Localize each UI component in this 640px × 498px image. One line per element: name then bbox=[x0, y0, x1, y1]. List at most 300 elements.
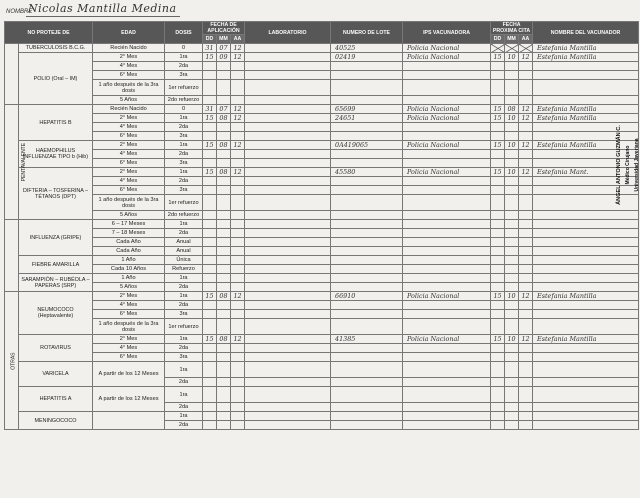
next-year[interactable] bbox=[519, 265, 533, 274]
vaccinator-cell[interactable]: Estefania Mantilla bbox=[533, 53, 639, 62]
applied-day[interactable] bbox=[203, 319, 217, 335]
laboratory-cell[interactable] bbox=[245, 150, 331, 159]
applied-year[interactable] bbox=[231, 186, 245, 195]
next-month[interactable] bbox=[505, 344, 519, 353]
next-year[interactable] bbox=[519, 80, 533, 96]
next-year[interactable] bbox=[519, 353, 533, 362]
next-year[interactable] bbox=[519, 150, 533, 159]
next-month[interactable] bbox=[505, 71, 519, 80]
applied-year[interactable]: 12 bbox=[231, 141, 245, 150]
applied-day[interactable]: 31 bbox=[203, 44, 217, 53]
laboratory-cell[interactable] bbox=[245, 412, 331, 421]
ips-cell[interactable] bbox=[403, 159, 491, 168]
vaccinator-cell[interactable] bbox=[533, 274, 639, 283]
ips-cell[interactable]: Policia Nacional bbox=[403, 292, 491, 301]
applied-month[interactable] bbox=[217, 421, 231, 430]
vaccinator-cell[interactable]: Estefania Mantilla bbox=[533, 114, 639, 123]
next-year[interactable] bbox=[519, 387, 533, 403]
applied-month[interactable] bbox=[217, 150, 231, 159]
vaccinator-cell[interactable] bbox=[533, 247, 639, 256]
applied-month[interactable] bbox=[217, 96, 231, 105]
applied-year[interactable] bbox=[231, 96, 245, 105]
next-month[interactable]: 10 bbox=[505, 114, 519, 123]
laboratory-cell[interactable] bbox=[245, 421, 331, 430]
applied-year[interactable] bbox=[231, 353, 245, 362]
applied-year[interactable] bbox=[231, 387, 245, 403]
applied-month[interactable] bbox=[217, 220, 231, 229]
applied-day[interactable] bbox=[203, 344, 217, 353]
next-day[interactable] bbox=[491, 71, 505, 80]
ips-cell[interactable] bbox=[403, 62, 491, 71]
next-year[interactable]: 12 bbox=[519, 292, 533, 301]
applied-day[interactable] bbox=[203, 301, 217, 310]
lot-number-cell[interactable]: 41385 bbox=[331, 335, 403, 344]
applied-month[interactable]: 08 bbox=[217, 292, 231, 301]
laboratory-cell[interactable] bbox=[245, 80, 331, 96]
ips-cell[interactable] bbox=[403, 362, 491, 378]
next-year[interactable] bbox=[519, 220, 533, 229]
vaccinator-cell[interactable] bbox=[533, 421, 639, 430]
next-day[interactable] bbox=[491, 247, 505, 256]
applied-month[interactable] bbox=[217, 177, 231, 186]
next-month[interactable]: 10 bbox=[505, 335, 519, 344]
lot-number-cell[interactable]: 65699 bbox=[331, 105, 403, 114]
next-month[interactable] bbox=[505, 80, 519, 96]
applied-month[interactable] bbox=[217, 344, 231, 353]
applied-year[interactable] bbox=[231, 150, 245, 159]
vaccinator-cell[interactable] bbox=[533, 62, 639, 71]
next-month[interactable] bbox=[505, 186, 519, 195]
ips-cell[interactable] bbox=[403, 150, 491, 159]
next-day[interactable] bbox=[491, 238, 505, 247]
applied-month[interactable] bbox=[217, 310, 231, 319]
ips-cell[interactable] bbox=[403, 71, 491, 80]
applied-year[interactable] bbox=[231, 123, 245, 132]
next-day[interactable] bbox=[491, 319, 505, 335]
next-month[interactable] bbox=[505, 378, 519, 387]
applied-day[interactable] bbox=[203, 310, 217, 319]
applied-year[interactable] bbox=[231, 378, 245, 387]
laboratory-cell[interactable] bbox=[245, 378, 331, 387]
applied-year[interactable] bbox=[231, 310, 245, 319]
applied-year[interactable] bbox=[231, 283, 245, 292]
laboratory-cell[interactable] bbox=[245, 141, 331, 150]
lot-number-cell[interactable] bbox=[331, 319, 403, 335]
applied-month[interactable] bbox=[217, 403, 231, 412]
laboratory-cell[interactable] bbox=[245, 71, 331, 80]
applied-day[interactable] bbox=[203, 421, 217, 430]
next-year[interactable]: 12 bbox=[519, 114, 533, 123]
laboratory-cell[interactable] bbox=[245, 220, 331, 229]
next-day[interactable]: 15 bbox=[491, 292, 505, 301]
applied-year[interactable]: 12 bbox=[231, 292, 245, 301]
next-day[interactable] bbox=[491, 378, 505, 387]
next-day[interactable] bbox=[491, 211, 505, 220]
lot-number-cell[interactable] bbox=[331, 403, 403, 412]
applied-month[interactable] bbox=[217, 80, 231, 96]
ips-cell[interactable] bbox=[403, 80, 491, 96]
lot-number-cell[interactable] bbox=[331, 256, 403, 265]
applied-day[interactable] bbox=[203, 238, 217, 247]
applied-day[interactable] bbox=[203, 353, 217, 362]
vaccinator-cell[interactable]: Estefania Mantilla bbox=[533, 44, 639, 53]
applied-year[interactable]: 12 bbox=[231, 53, 245, 62]
next-year[interactable] bbox=[519, 62, 533, 71]
next-year[interactable] bbox=[519, 195, 533, 211]
next-year[interactable] bbox=[519, 319, 533, 335]
lot-number-cell[interactable] bbox=[331, 274, 403, 283]
next-month[interactable] bbox=[505, 195, 519, 211]
applied-month[interactable] bbox=[217, 362, 231, 378]
laboratory-cell[interactable] bbox=[245, 362, 331, 378]
next-day[interactable] bbox=[491, 274, 505, 283]
ips-cell[interactable] bbox=[403, 387, 491, 403]
next-month[interactable] bbox=[505, 412, 519, 421]
next-day[interactable] bbox=[491, 177, 505, 186]
ips-cell[interactable] bbox=[403, 310, 491, 319]
lot-number-cell[interactable] bbox=[331, 378, 403, 387]
next-day[interactable] bbox=[491, 62, 505, 71]
applied-month[interactable] bbox=[217, 195, 231, 211]
applied-day[interactable] bbox=[203, 274, 217, 283]
applied-month[interactable] bbox=[217, 71, 231, 80]
next-day[interactable]: 15 bbox=[491, 114, 505, 123]
vaccinator-cell[interactable]: Estefania Mantilla bbox=[533, 292, 639, 301]
laboratory-cell[interactable] bbox=[245, 274, 331, 283]
next-day[interactable] bbox=[491, 421, 505, 430]
lot-number-cell[interactable] bbox=[331, 301, 403, 310]
next-day[interactable]: 15 bbox=[491, 105, 505, 114]
ips-cell[interactable] bbox=[403, 186, 491, 195]
ips-cell[interactable]: Policia Nacional bbox=[403, 44, 491, 53]
ips-cell[interactable] bbox=[403, 211, 491, 220]
next-month[interactable] bbox=[505, 319, 519, 335]
lot-number-cell[interactable] bbox=[331, 62, 403, 71]
next-year[interactable] bbox=[519, 132, 533, 141]
ips-cell[interactable] bbox=[403, 421, 491, 430]
ips-cell[interactable] bbox=[403, 265, 491, 274]
ips-cell[interactable] bbox=[403, 274, 491, 283]
applied-day[interactable] bbox=[203, 96, 217, 105]
applied-year[interactable] bbox=[231, 177, 245, 186]
vaccinator-cell[interactable] bbox=[533, 403, 639, 412]
ips-cell[interactable] bbox=[403, 344, 491, 353]
lot-number-cell[interactable] bbox=[331, 247, 403, 256]
ips-cell[interactable] bbox=[403, 195, 491, 211]
applied-month[interactable]: 07 bbox=[217, 44, 231, 53]
next-month[interactable] bbox=[505, 403, 519, 412]
applied-day[interactable] bbox=[203, 220, 217, 229]
next-day[interactable] bbox=[491, 256, 505, 265]
applied-month[interactable]: 08 bbox=[217, 335, 231, 344]
applied-month[interactable] bbox=[217, 256, 231, 265]
laboratory-cell[interactable] bbox=[245, 132, 331, 141]
laboratory-cell[interactable] bbox=[245, 195, 331, 211]
vaccinator-cell[interactable] bbox=[533, 344, 639, 353]
next-year[interactable]: 12 bbox=[519, 53, 533, 62]
next-month[interactable] bbox=[505, 256, 519, 265]
next-month[interactable]: 10 bbox=[505, 141, 519, 150]
applied-month[interactable] bbox=[217, 247, 231, 256]
ips-cell[interactable] bbox=[403, 283, 491, 292]
lot-number-cell[interactable]: 66910 bbox=[331, 292, 403, 301]
applied-month[interactable] bbox=[217, 283, 231, 292]
laboratory-cell[interactable] bbox=[245, 335, 331, 344]
next-day[interactable] bbox=[491, 159, 505, 168]
applied-day[interactable] bbox=[203, 62, 217, 71]
laboratory-cell[interactable] bbox=[245, 387, 331, 403]
next-year[interactable]: 12 bbox=[519, 105, 533, 114]
applied-day[interactable] bbox=[203, 195, 217, 211]
next-month[interactable] bbox=[505, 62, 519, 71]
lot-number-cell[interactable] bbox=[331, 150, 403, 159]
applied-year[interactable] bbox=[231, 211, 245, 220]
ips-cell[interactable]: Policia Nacional bbox=[403, 105, 491, 114]
vaccinator-cell[interactable] bbox=[533, 238, 639, 247]
next-year[interactable] bbox=[519, 421, 533, 430]
lot-number-cell[interactable]: 40525 bbox=[331, 44, 403, 53]
applied-year[interactable] bbox=[231, 195, 245, 211]
applied-month[interactable] bbox=[217, 274, 231, 283]
next-day[interactable] bbox=[491, 310, 505, 319]
applied-year[interactable] bbox=[231, 132, 245, 141]
patient-name[interactable]: Nicolas Mantilla Medina bbox=[28, 2, 177, 15]
applied-month[interactable]: 09 bbox=[217, 53, 231, 62]
applied-day[interactable] bbox=[203, 177, 217, 186]
next-year[interactable] bbox=[519, 378, 533, 387]
laboratory-cell[interactable] bbox=[245, 123, 331, 132]
next-month[interactable] bbox=[505, 211, 519, 220]
applied-day[interactable] bbox=[203, 412, 217, 421]
applied-day[interactable]: 15 bbox=[203, 53, 217, 62]
vaccinator-cell[interactable]: Estefania Mantilla bbox=[533, 335, 639, 344]
vaccinator-cell[interactable] bbox=[533, 96, 639, 105]
next-month[interactable] bbox=[505, 229, 519, 238]
next-year[interactable]: 12 bbox=[519, 168, 533, 177]
vaccinator-cell[interactable] bbox=[533, 256, 639, 265]
laboratory-cell[interactable] bbox=[245, 310, 331, 319]
next-day[interactable] bbox=[491, 265, 505, 274]
next-month[interactable] bbox=[505, 96, 519, 105]
lot-number-cell[interactable] bbox=[331, 96, 403, 105]
vaccinator-cell[interactable] bbox=[533, 319, 639, 335]
applied-year[interactable] bbox=[231, 238, 245, 247]
ips-cell[interactable] bbox=[403, 123, 491, 132]
next-day[interactable] bbox=[491, 220, 505, 229]
next-day[interactable] bbox=[491, 301, 505, 310]
next-year[interactable] bbox=[519, 177, 533, 186]
next-month[interactable]: 10 bbox=[505, 53, 519, 62]
laboratory-cell[interactable] bbox=[245, 168, 331, 177]
applied-day[interactable]: 15 bbox=[203, 114, 217, 123]
applied-month[interactable]: 07 bbox=[217, 105, 231, 114]
lot-number-cell[interactable]: 45580 bbox=[331, 168, 403, 177]
ips-cell[interactable]: Policia Nacional bbox=[403, 114, 491, 123]
next-month[interactable] bbox=[505, 123, 519, 132]
next-day[interactable] bbox=[491, 80, 505, 96]
next-day[interactable] bbox=[491, 344, 505, 353]
applied-month[interactable] bbox=[217, 265, 231, 274]
lot-number-cell[interactable] bbox=[331, 265, 403, 274]
applied-day[interactable] bbox=[203, 132, 217, 141]
vaccinator-cell[interactable] bbox=[533, 283, 639, 292]
lot-number-cell[interactable]: 02419 bbox=[331, 53, 403, 62]
next-month[interactable] bbox=[505, 150, 519, 159]
next-year[interactable] bbox=[519, 403, 533, 412]
next-month[interactable] bbox=[505, 353, 519, 362]
next-day[interactable] bbox=[491, 403, 505, 412]
next-day[interactable]: 15 bbox=[491, 141, 505, 150]
next-day[interactable] bbox=[491, 195, 505, 211]
laboratory-cell[interactable] bbox=[245, 44, 331, 53]
applied-year[interactable] bbox=[231, 319, 245, 335]
laboratory-cell[interactable] bbox=[245, 53, 331, 62]
next-day[interactable] bbox=[491, 283, 505, 292]
lot-number-cell[interactable] bbox=[331, 177, 403, 186]
applied-day[interactable]: 15 bbox=[203, 168, 217, 177]
vaccinator-cell[interactable] bbox=[533, 80, 639, 96]
laboratory-cell[interactable] bbox=[245, 177, 331, 186]
ips-cell[interactable] bbox=[403, 229, 491, 238]
applied-month[interactable] bbox=[217, 123, 231, 132]
next-month[interactable] bbox=[505, 274, 519, 283]
applied-month[interactable] bbox=[217, 387, 231, 403]
laboratory-cell[interactable] bbox=[245, 353, 331, 362]
next-month[interactable] bbox=[505, 265, 519, 274]
ips-cell[interactable]: Policia Nacional bbox=[403, 141, 491, 150]
next-year[interactable] bbox=[519, 211, 533, 220]
lot-number-cell[interactable] bbox=[331, 238, 403, 247]
applied-day[interactable] bbox=[203, 71, 217, 80]
applied-day[interactable] bbox=[203, 211, 217, 220]
vaccinator-cell[interactable] bbox=[533, 378, 639, 387]
applied-month[interactable] bbox=[217, 159, 231, 168]
lot-number-cell[interactable] bbox=[331, 80, 403, 96]
applied-day[interactable]: 15 bbox=[203, 292, 217, 301]
laboratory-cell[interactable] bbox=[245, 319, 331, 335]
next-year[interactable] bbox=[519, 310, 533, 319]
ips-cell[interactable] bbox=[403, 412, 491, 421]
lot-number-cell[interactable] bbox=[331, 387, 403, 403]
applied-day[interactable] bbox=[203, 186, 217, 195]
lot-number-cell[interactable] bbox=[331, 186, 403, 195]
applied-year[interactable] bbox=[231, 274, 245, 283]
applied-year[interactable] bbox=[231, 265, 245, 274]
ips-cell[interactable] bbox=[403, 256, 491, 265]
ips-cell[interactable] bbox=[403, 319, 491, 335]
laboratory-cell[interactable] bbox=[245, 211, 331, 220]
next-day[interactable] bbox=[491, 150, 505, 159]
next-year[interactable] bbox=[519, 96, 533, 105]
vaccinator-cell[interactable] bbox=[533, 265, 639, 274]
ips-cell[interactable] bbox=[403, 353, 491, 362]
lot-number-cell[interactable] bbox=[331, 211, 403, 220]
applied-day[interactable] bbox=[203, 283, 217, 292]
applied-year[interactable]: 12 bbox=[231, 168, 245, 177]
applied-month[interactable]: 08 bbox=[217, 141, 231, 150]
applied-month[interactable] bbox=[217, 319, 231, 335]
applied-month[interactable] bbox=[217, 229, 231, 238]
applied-day[interactable] bbox=[203, 229, 217, 238]
lot-number-cell[interactable] bbox=[331, 132, 403, 141]
next-day[interactable]: 15 bbox=[491, 335, 505, 344]
applied-year[interactable] bbox=[231, 403, 245, 412]
applied-month[interactable]: 08 bbox=[217, 114, 231, 123]
next-day[interactable] bbox=[491, 412, 505, 421]
lot-number-cell[interactable] bbox=[331, 310, 403, 319]
next-day[interactable]: 15 bbox=[491, 53, 505, 62]
next-month[interactable] bbox=[505, 310, 519, 319]
next-day[interactable]: 15 bbox=[491, 168, 505, 177]
applied-year[interactable] bbox=[231, 159, 245, 168]
ips-cell[interactable] bbox=[403, 378, 491, 387]
next-day[interactable] bbox=[491, 362, 505, 378]
ips-cell[interactable] bbox=[403, 247, 491, 256]
next-month[interactable]: 10 bbox=[505, 292, 519, 301]
vaccinator-cell[interactable]: Estefania Mant. bbox=[533, 168, 639, 177]
next-year[interactable] bbox=[519, 274, 533, 283]
applied-month[interactable] bbox=[217, 62, 231, 71]
next-day[interactable] bbox=[491, 123, 505, 132]
lot-number-cell[interactable] bbox=[331, 421, 403, 430]
lot-number-cell[interactable] bbox=[331, 283, 403, 292]
applied-year[interactable] bbox=[231, 344, 245, 353]
next-year[interactable] bbox=[519, 344, 533, 353]
laboratory-cell[interactable] bbox=[245, 238, 331, 247]
applied-year[interactable] bbox=[231, 362, 245, 378]
applied-day[interactable] bbox=[203, 403, 217, 412]
applied-year[interactable] bbox=[231, 62, 245, 71]
lot-number-cell[interactable] bbox=[331, 220, 403, 229]
ips-cell[interactable] bbox=[403, 96, 491, 105]
next-year[interactable] bbox=[519, 238, 533, 247]
applied-month[interactable] bbox=[217, 238, 231, 247]
ips-cell[interactable] bbox=[403, 177, 491, 186]
next-year[interactable] bbox=[519, 159, 533, 168]
next-month[interactable] bbox=[505, 283, 519, 292]
vaccinator-cell[interactable]: Estefania Mantilla bbox=[533, 141, 639, 150]
applied-day[interactable] bbox=[203, 256, 217, 265]
next-day[interactable] bbox=[491, 387, 505, 403]
applied-year[interactable] bbox=[231, 71, 245, 80]
applied-year[interactable] bbox=[231, 80, 245, 96]
applied-day[interactable]: 15 bbox=[203, 141, 217, 150]
ips-cell[interactable] bbox=[403, 238, 491, 247]
applied-year[interactable] bbox=[231, 421, 245, 430]
next-year[interactable] bbox=[519, 229, 533, 238]
applied-month[interactable] bbox=[217, 378, 231, 387]
applied-day[interactable] bbox=[203, 123, 217, 132]
next-day[interactable] bbox=[491, 186, 505, 195]
laboratory-cell[interactable] bbox=[245, 62, 331, 71]
next-month[interactable] bbox=[505, 301, 519, 310]
laboratory-cell[interactable] bbox=[245, 186, 331, 195]
applied-month[interactable] bbox=[217, 211, 231, 220]
ips-cell[interactable]: Policia Nacional bbox=[403, 53, 491, 62]
applied-year[interactable] bbox=[231, 229, 245, 238]
laboratory-cell[interactable] bbox=[245, 292, 331, 301]
applied-month[interactable] bbox=[217, 186, 231, 195]
next-year[interactable] bbox=[519, 256, 533, 265]
applied-day[interactable] bbox=[203, 265, 217, 274]
next-year[interactable]: 12 bbox=[519, 335, 533, 344]
applied-month[interactable] bbox=[217, 132, 231, 141]
next-day[interactable] bbox=[491, 96, 505, 105]
lot-number-cell[interactable] bbox=[331, 353, 403, 362]
next-month[interactable] bbox=[505, 247, 519, 256]
next-year[interactable] bbox=[519, 44, 533, 53]
vaccinator-cell[interactable] bbox=[533, 412, 639, 421]
